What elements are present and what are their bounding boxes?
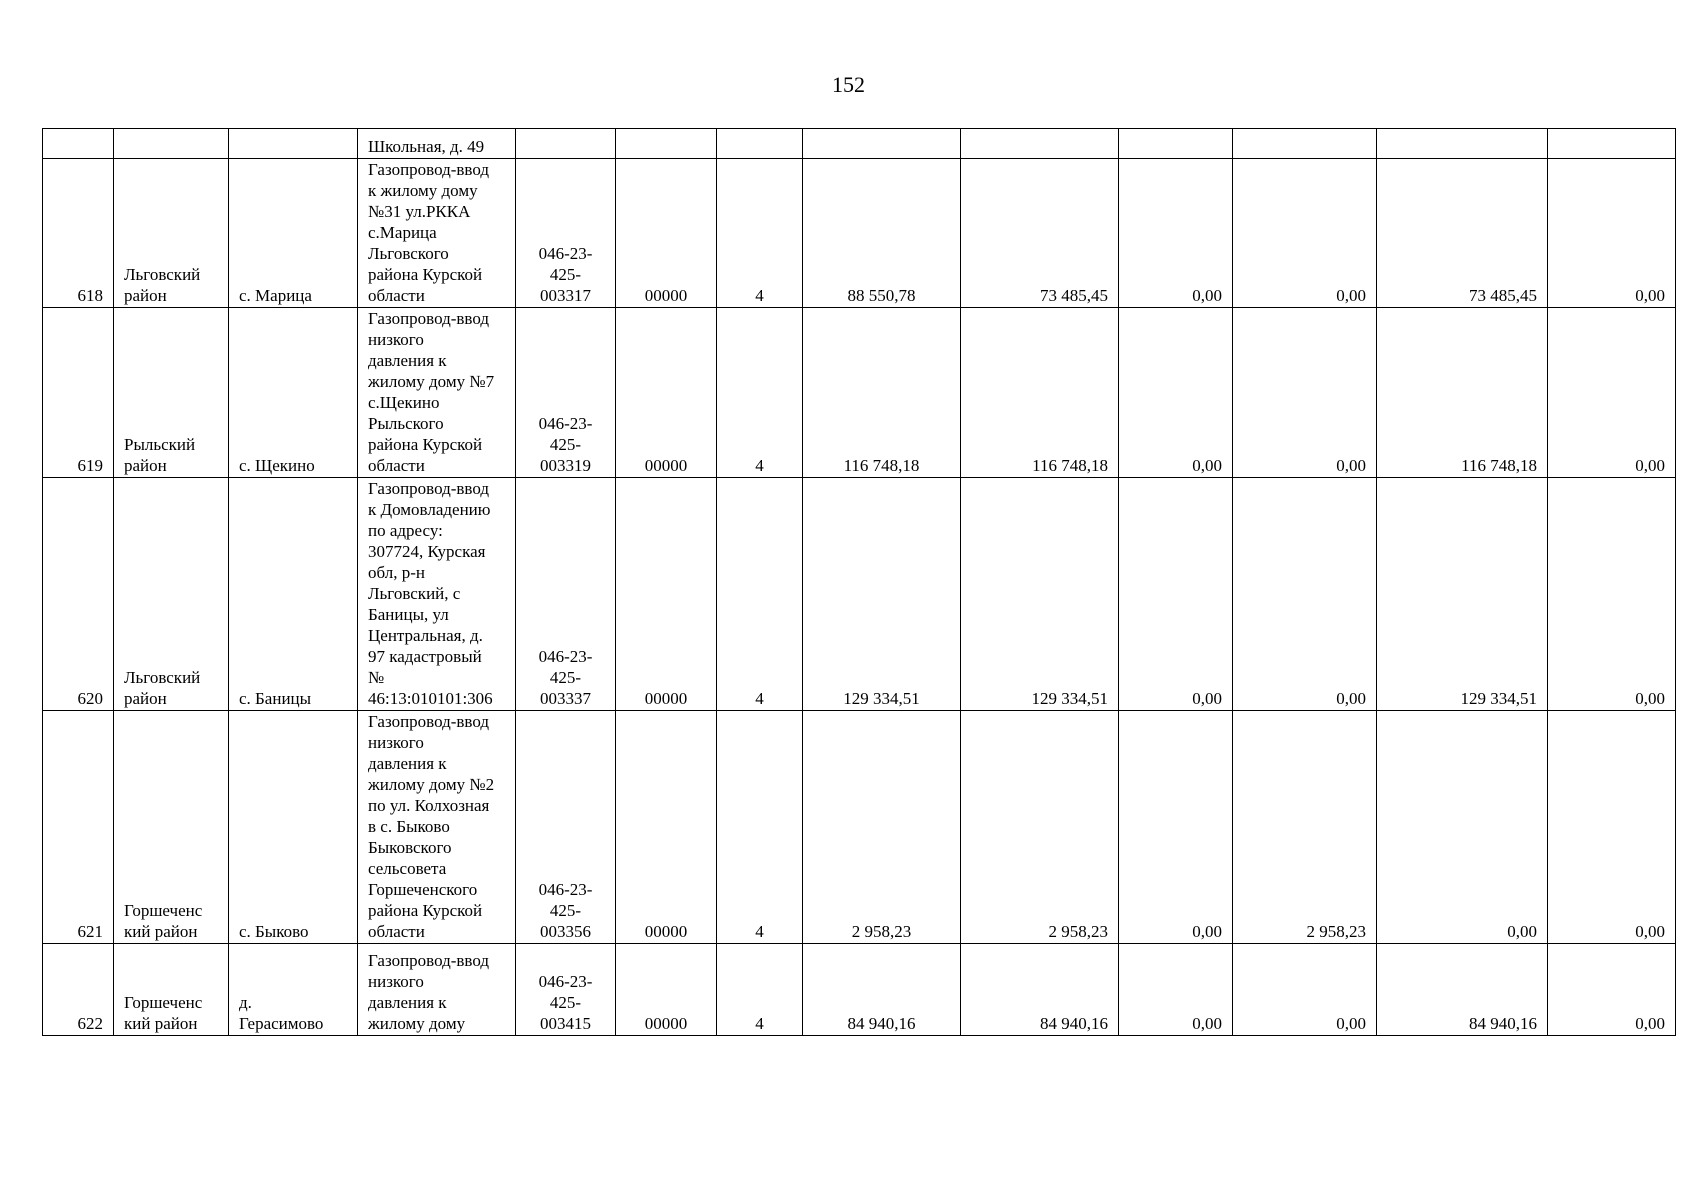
amount-col-13: 0,00 [1548,711,1676,944]
amount-col-12: 0,00 [1377,711,1548,944]
settlement: с. Быково [229,711,358,944]
settlement [229,129,358,159]
initial-cost [803,129,961,159]
district: Льговский район [114,159,229,308]
group: 4 [717,159,803,308]
group [717,129,803,159]
table-row [43,944,1676,1036]
row-number: 621 [43,711,114,944]
amount-col-10: 0,00 [1119,711,1233,944]
amount-col-11: 0,00 [1233,159,1377,308]
initial-cost: 2 958,23 [803,711,961,944]
table-row [43,308,1676,478]
district: Горшеченс кий район [114,711,229,944]
initial-cost: 129 334,51 [803,478,961,711]
row-number: 622 [43,944,114,1036]
amount-col-11: 0,00 [1233,944,1377,1036]
residual-cost: 2 958,23 [961,711,1119,944]
district [114,129,229,159]
table-row [43,711,1676,944]
initial-cost: 88 550,78 [803,159,961,308]
district: Горшеченс кий район [114,944,229,1036]
amount-col-13: 0,00 [1548,159,1676,308]
assets-table [42,128,1676,1036]
amount-col-13: 0,00 [1548,944,1676,1036]
inventory-number: 046-23- 425- 003356 [516,711,616,944]
inventory-number: 046-23- 425- 003415 [516,944,616,1036]
inventory-number [516,129,616,159]
inventory-number: 046-23- 425- 003319 [516,308,616,478]
row-number: 619 [43,308,114,478]
residual-cost: 73 485,45 [961,159,1119,308]
residual-cost: 129 334,51 [961,478,1119,711]
inventory-number: 046-23- 425- 003337 [516,478,616,711]
amount-col-11: 0,00 [1233,478,1377,711]
code: 00000 [616,478,717,711]
amount-col-10: 0,00 [1119,159,1233,308]
group: 4 [717,711,803,944]
table-row [43,159,1676,308]
table-row [43,478,1676,711]
object-name: Газопровод-ввод низкого давления к жилому дому №7 с.Щекино Рыльского района Курской области [358,308,516,478]
table-row [43,129,1676,159]
amount-col-10: 0,00 [1119,944,1233,1036]
amount-col-10 [1119,129,1233,159]
amount-col-11: 2 958,23 [1233,711,1377,944]
row-number: 620 [43,478,114,711]
settlement: с. Баницы [229,478,358,711]
residual-cost [961,129,1119,159]
object-name: Школьная, д. 49 [358,129,516,159]
row-number: 618 [43,159,114,308]
amount-col-13: 0,00 [1548,308,1676,478]
settlement: д. Герасимово [229,944,358,1036]
code: 00000 [616,944,717,1036]
amount-col-11: 0,00 [1233,308,1377,478]
group: 4 [717,944,803,1036]
settlement: с. Марица [229,159,358,308]
object-name: Газопровод-ввод к Домовладению по адресу: 307724, Курская обл, р-н Льговский, с Баницы, ул Центральная, д. 97 кадастровый № 46:13:010101:306 [358,478,516,711]
initial-cost: 116 748,18 [803,308,961,478]
district: Рыльский район [114,308,229,478]
settlement: с. Щекино [229,308,358,478]
amount-col-13: 0,00 [1548,478,1676,711]
residual-cost: 84 940,16 [961,944,1119,1036]
residual-cost: 116 748,18 [961,308,1119,478]
amount-col-12: 116 748,18 [1377,308,1548,478]
object-name: Газопровод-ввод низкого давления к жилому дому №2 по ул. Колхозная в с. Быково Быковского сельсовета Горшеченского района Курской области [358,711,516,944]
amount-col-13 [1548,129,1676,159]
row-number [43,129,114,159]
amount-col-12: 73 485,45 [1377,159,1548,308]
amount-col-12 [1377,129,1548,159]
code: 00000 [616,308,717,478]
amount-col-12: 129 334,51 [1377,478,1548,711]
group: 4 [717,308,803,478]
amount-col-12: 84 940,16 [1377,944,1548,1036]
object-name: Газопровод-ввод к жилому дому №31 ул.РККА с.Марица Льговского района Курской области [358,159,516,308]
code: 00000 [616,159,717,308]
code: 00000 [616,711,717,944]
amount-col-10: 0,00 [1119,308,1233,478]
inventory-number: 046-23- 425- 003317 [516,159,616,308]
amount-col-10: 0,00 [1119,478,1233,711]
amount-col-11 [1233,129,1377,159]
district: Льговский район [114,478,229,711]
page-number: 152 [832,72,865,97]
group: 4 [717,478,803,711]
initial-cost: 84 940,16 [803,944,961,1036]
object-name: Газопровод-ввод низкого давления к жилому дому [358,944,516,1036]
code [616,129,717,159]
